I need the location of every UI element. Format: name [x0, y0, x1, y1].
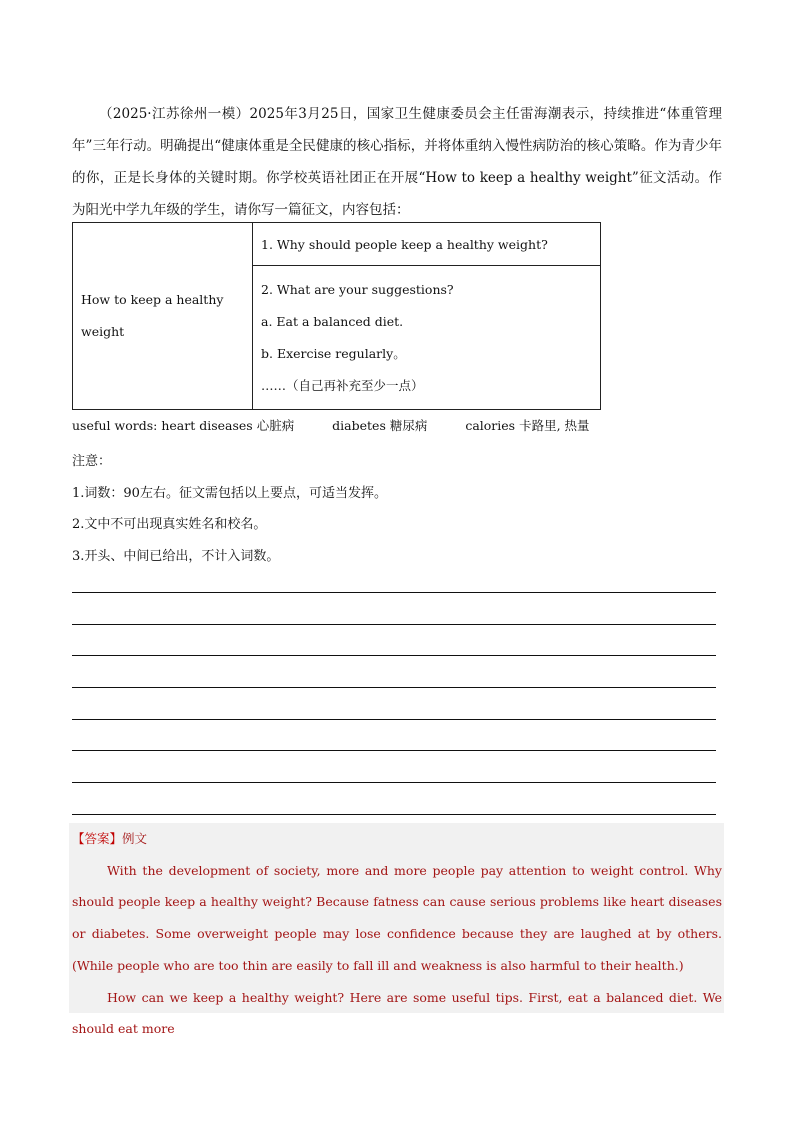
- prompt-table: [72, 222, 601, 410]
- writing-line[interactable]: [72, 782, 716, 783]
- question-2: 2. What are your suggestions?: [261, 281, 454, 297]
- intro-paragraph: （2025·江苏徐州一模）2025年3月25日，国家卫生健康委员会主任雷海潮表示，持续推进“体重管理年”三年行动。明确提出“健康体重是全民健康的核心指标，并将体重纳入慢性病防治的核心策略。作为青少年的你，正是长身体的关键时期。你学校英语社团正在开展“How to keep a healthy weight”征文活动。作为阳光中学九年级的学生，请你写一篇征文，内容包括：: [72, 106, 722, 218]
- meaning-heart-diseases: 心脏病: [256, 418, 295, 433]
- answer-paragraph-1: With the development of society, more and more people pay attention to weight control. Why should people keep a healthy weight? Because fatness can cause serious problems like heart diseases or diabetes. Some overweight people may lose confidence because they are laughed at by others. (While people who are too thin are easily to fall ill and weakness is also harmful to their health.): [72, 862, 722, 973]
- prompt-intro: [72, 98, 722, 226]
- meaning-calories: 卡路里, 热量: [519, 418, 590, 433]
- writing-lines: [72, 560, 716, 820]
- note-3: 3.开头、中间已给出，不计入词数。: [72, 548, 280, 564]
- useful-words-label: useful words:: [72, 418, 158, 433]
- answer-heading: [72, 823, 722, 855]
- suggestion-a: a. Eat a balanced diet.: [261, 313, 404, 329]
- writing-line[interactable]: [72, 750, 716, 751]
- writing-line[interactable]: [72, 592, 716, 593]
- meaning-diabetes: 糖尿病: [389, 418, 428, 433]
- note-1: 1.词数：90左右。征文需包括以上要点，可适当发挥。: [72, 485, 387, 501]
- suggestion-b: b. Exercise regularly。: [261, 345, 406, 361]
- word-heart-diseases: heart diseases: [161, 418, 253, 433]
- useful-words: [72, 414, 590, 438]
- note-2: 2.文中不可出现真实姓名和校名。: [72, 517, 267, 532]
- question-2-cell: [253, 266, 601, 410]
- answer-label: 例文: [122, 831, 148, 846]
- writing-line[interactable]: [72, 814, 716, 815]
- topic-cell: How to keep a healthy weight: [73, 223, 253, 410]
- suggestion-more: ……（自己再补充至少一点）: [261, 377, 424, 393]
- notes-title: 注意：: [72, 454, 112, 469]
- notes-section: [72, 446, 387, 572]
- writing-line[interactable]: [72, 687, 716, 688]
- writing-line[interactable]: [72, 624, 716, 625]
- word-diabetes: diabetes: [332, 418, 386, 433]
- answer-tag: 【答案】: [72, 831, 123, 846]
- word-calories: calories: [465, 418, 516, 433]
- writing-line[interactable]: [72, 719, 716, 720]
- question-1-cell: 1. Why should people keep a healthy weight?: [253, 223, 601, 266]
- answer-section: [69, 823, 724, 1037]
- writing-line[interactable]: [72, 655, 716, 656]
- answer-paragraph-2: How can we keep a healthy weight? Here are some useful tips. First, eat a balanced diet. We should eat more: [72, 989, 722, 1037]
